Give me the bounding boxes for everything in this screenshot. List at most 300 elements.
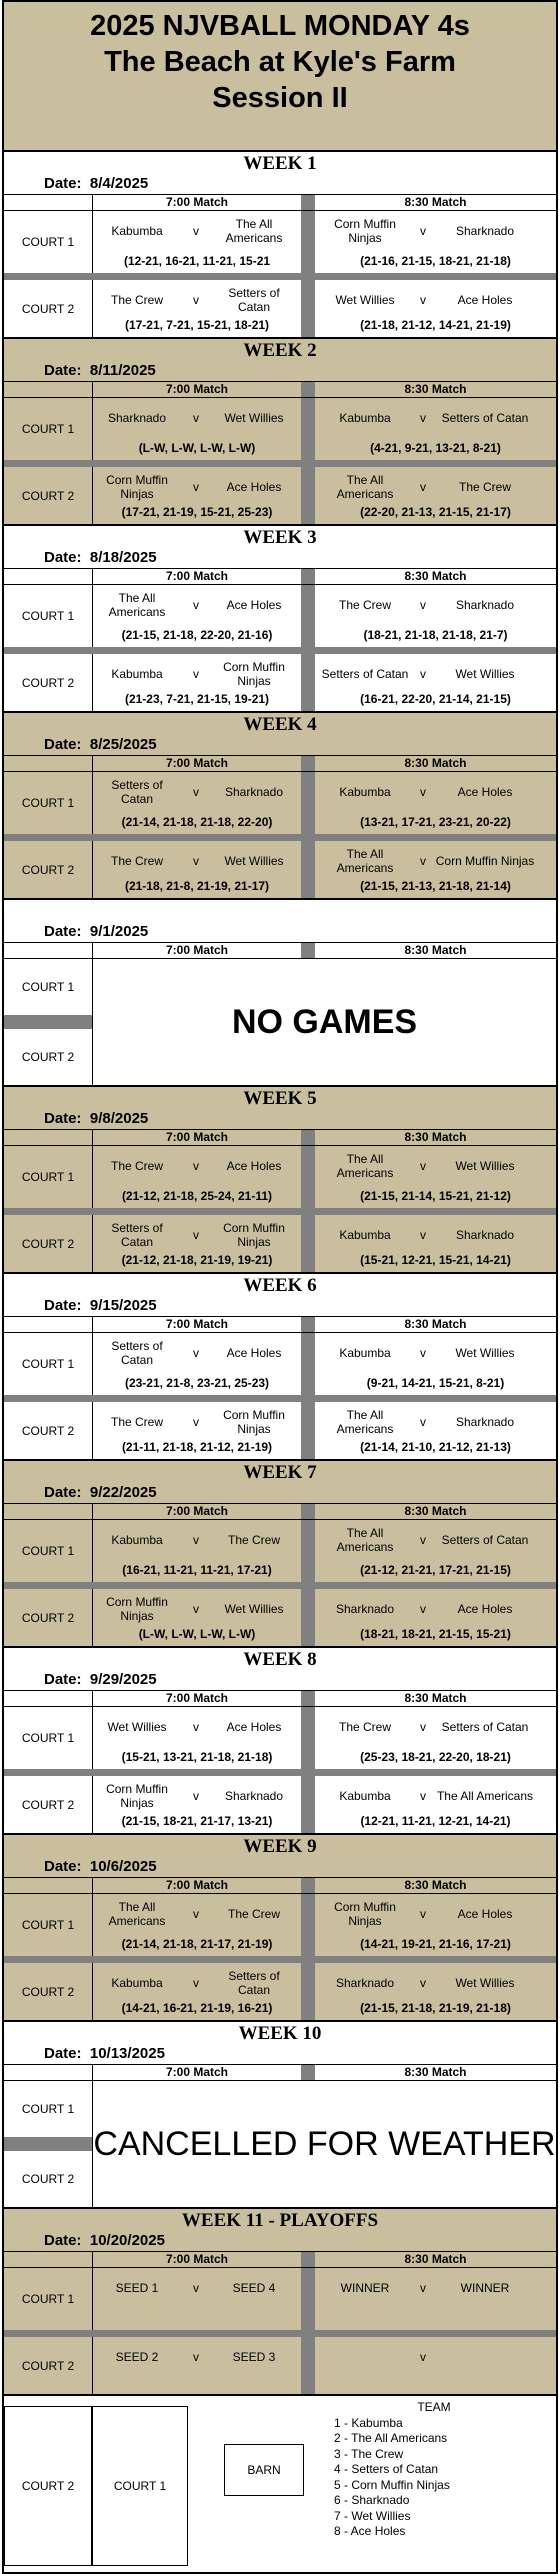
match-cell	[315, 1520, 556, 1582]
versus-label: v	[420, 1789, 426, 1803]
team-a: Kabumba	[111, 1533, 163, 1547]
team-entry: 5 - Corn Muffin Ninjas	[334, 2477, 450, 2492]
court-row	[4, 1893, 556, 1956]
match-cell	[93, 1520, 301, 1582]
date-label: Date:	[44, 175, 82, 192]
barn-box: BARN	[224, 2444, 304, 2496]
date-label: Date:	[44, 1858, 82, 1875]
team-b: Wet Willies	[224, 854, 284, 868]
court-row	[4, 584, 556, 647]
message-area	[4, 2080, 556, 2207]
week-message: NO GAMES	[231, 1003, 418, 1041]
divider	[301, 1520, 315, 1582]
team-b: The Crew	[458, 480, 511, 494]
court-row	[4, 1582, 556, 1646]
team-a: SEED 2	[115, 2350, 159, 2364]
week-block	[2, 2207, 558, 2394]
week-title: WEEK 7	[243, 1462, 317, 1483]
court-label: COURT 1	[4, 1707, 93, 1769]
match-time-header	[4, 568, 556, 584]
team-b: Setters of Catan	[441, 1720, 529, 1734]
match-score: (17-21, 21-19, 15-21, 25-23)	[121, 505, 273, 519]
match-cell	[315, 654, 556, 711]
match-cell	[315, 1963, 556, 2020]
week-title: WEEK 6	[243, 1275, 317, 1296]
team-a: Corn Muffin Ninjas	[106, 473, 168, 501]
versus-label: v	[193, 224, 199, 238]
match-score: (17-21, 7-21, 15-21, 18-21)	[124, 318, 270, 332]
team-b	[435, 2340, 535, 2374]
match-time-late: 8:30 Match	[404, 195, 467, 209]
schedule-header	[2, 0, 558, 150]
match-score: (21-12, 21-21, 17-21, 21-15)	[360, 1563, 511, 1577]
match-cell	[93, 398, 301, 460]
team-b: Sharknado	[455, 598, 515, 612]
match-score: (21-15, 21-18, 21-19, 21-18)	[360, 2001, 511, 2015]
versus-label: v	[193, 1720, 199, 1734]
court-label: COURT 1	[21, 980, 75, 994]
week-title: WEEK 8	[243, 1649, 317, 1670]
match-cell	[93, 1333, 301, 1395]
team-a: Kabumba	[339, 1228, 391, 1242]
team-a: The All Americans	[336, 473, 394, 501]
court-row	[4, 2330, 556, 2394]
week-date	[4, 174, 556, 194]
court-row	[4, 647, 556, 711]
message-area	[4, 958, 556, 1085]
match-score: (23-21, 21-8, 23-21, 25-23)	[124, 1376, 270, 1390]
team-a: SEED 1	[115, 2281, 159, 2295]
versus-label: v	[193, 480, 199, 494]
versus-label: v	[420, 293, 426, 307]
court-label: COURT 2	[21, 2172, 75, 2186]
match-cell	[93, 772, 301, 834]
team-b: Ace Holes	[226, 598, 282, 612]
divider	[301, 467, 315, 524]
versus-label: v	[193, 854, 199, 868]
match-cell	[315, 467, 556, 524]
date-value: 8/25/2025	[89, 736, 157, 753]
match-time-late: 8:30 Match	[404, 1317, 467, 1331]
court-2-box: COURT 2	[4, 2406, 92, 2566]
divider	[301, 1894, 315, 1956]
match-score: (21-15, 21-14, 15-21, 21-12)	[360, 1189, 511, 1203]
team-a: Kabumba	[111, 224, 163, 238]
team-b: Corn Muffin Ninjas	[435, 854, 535, 868]
divider	[301, 280, 315, 337]
versus-label: v	[193, 293, 199, 307]
match-score: (15-21, 12-21, 15-21, 14-21)	[360, 1253, 511, 1267]
week-date	[4, 1857, 556, 1877]
court-label: COURT 2	[4, 1589, 93, 1646]
header-spacer	[4, 569, 93, 584]
divider	[301, 569, 315, 584]
match-score: (18-21, 18-21, 21-15, 15-21)	[360, 1627, 511, 1641]
header-spacer	[4, 1878, 93, 1893]
court-label: COURT 2	[4, 1402, 93, 1459]
team-b: Ace Holes	[457, 1602, 513, 1616]
versus-label: v	[420, 224, 426, 238]
divider	[301, 2268, 315, 2330]
team-a: Kabumba	[111, 1976, 163, 1990]
match-score: (L-W, L-W, L-W, L-W)	[138, 441, 256, 455]
match-cell	[315, 211, 556, 273]
match-cell	[315, 841, 556, 898]
court-row	[4, 1706, 556, 1769]
court-label: COURT 2	[4, 1963, 93, 2020]
versus-label: v	[193, 2281, 199, 2295]
team-a: WINNER	[340, 2281, 390, 2295]
match-cell	[315, 1402, 556, 1459]
team-b: Wet Willies	[455, 1346, 515, 1360]
team-b: WINNER	[460, 2281, 510, 2295]
versus-label: v	[193, 1533, 199, 1547]
header-spacer	[4, 2252, 93, 2267]
team-a: Sharknado	[107, 411, 167, 425]
team-a: Kabumba	[339, 785, 391, 799]
match-cell	[315, 398, 556, 460]
team-a: Kabumba	[339, 411, 391, 425]
court-label: COURT 2	[4, 654, 93, 711]
versus-label: v	[420, 1907, 426, 1921]
team-b: Ace Holes	[457, 293, 513, 307]
match-cell	[93, 1963, 301, 2020]
match-time-header	[4, 1316, 556, 1332]
match-cell	[93, 2268, 301, 2330]
team-a: Corn Muffin Ninjas	[334, 217, 396, 245]
divider	[301, 1963, 315, 2020]
date-value: 10/13/2025	[89, 2045, 165, 2062]
week-title: WEEK 10	[238, 2023, 322, 2044]
court-label: COURT 1	[4, 398, 93, 460]
date-value: 10/20/2025	[89, 2232, 165, 2249]
versus-label: v	[420, 411, 426, 425]
match-cell	[93, 1776, 301, 1833]
match-score: (21-23, 7-21, 21-15, 19-21)	[124, 692, 270, 706]
court-row	[4, 1769, 556, 1833]
week-block	[2, 337, 558, 524]
week-block	[2, 1833, 558, 2020]
week-block	[2, 1646, 558, 1833]
versus-label: v	[193, 1907, 199, 1921]
date-label: Date:	[44, 2045, 82, 2062]
team-b: Ace Holes	[226, 1720, 282, 1734]
date-value: 9/22/2025	[89, 1484, 157, 1501]
match-cell	[315, 1589, 556, 1646]
versus-label: v	[420, 1415, 426, 1429]
match-time-header	[4, 194, 556, 210]
match-cell	[93, 1146, 301, 1208]
match-time-late: 8:30 Match	[404, 756, 467, 770]
divider	[301, 654, 315, 711]
match-cell	[93, 211, 301, 273]
team-b: Wet Willies	[455, 1976, 515, 1990]
court-map-legend	[2, 2394, 558, 2574]
court-row	[4, 834, 556, 898]
versus-label: v	[193, 667, 199, 681]
versus-label: v	[193, 1228, 199, 1242]
header-spacer	[4, 1504, 93, 1519]
court-label: COURT 2	[4, 1215, 93, 1272]
week-title: WEEK 4	[243, 714, 317, 735]
match-time-early: 7:00 Match	[165, 2252, 229, 2266]
team-a: Sharknado	[335, 1976, 395, 1990]
versus-label: v	[193, 785, 199, 799]
team-entry: 6 - Sharknado	[334, 2493, 410, 2507]
team-b: SEED 3	[232, 2350, 276, 2364]
team-a: The All Americans	[336, 1152, 394, 1180]
match-cell	[93, 585, 301, 647]
match-time-late: 8:30 Match	[404, 1130, 467, 1144]
match-cell	[93, 654, 301, 711]
divider	[301, 756, 315, 771]
divider	[301, 211, 315, 273]
divider	[301, 1317, 315, 1332]
divider	[301, 1707, 315, 1769]
match-score: (12-21, 16-21, 11-21, 15-21	[123, 254, 271, 268]
match-score: (21-14, 21-18, 21-18, 22-20)	[121, 815, 273, 829]
team-b: The All Americans	[225, 217, 283, 245]
week-block	[2, 898, 558, 1085]
week-date	[4, 922, 556, 942]
team-b: Wet Willies	[224, 1602, 284, 1616]
match-time-header	[4, 1877, 556, 1893]
versus-label: v	[420, 1228, 426, 1242]
team-a: The Crew	[110, 854, 163, 868]
week-date	[4, 1296, 556, 1316]
date-label: Date:	[44, 1484, 82, 1501]
match-cell	[315, 1146, 556, 1208]
match-score: (21-11, 21-18, 21-12, 21-19)	[121, 1440, 273, 1454]
court-label: COURT 1	[4, 1894, 93, 1956]
team-a: Wet Willies	[107, 1720, 167, 1734]
week-date	[4, 1109, 556, 1129]
match-cell	[315, 1215, 556, 1272]
match-time-header	[4, 2251, 556, 2267]
week-title	[4, 900, 556, 922]
team-entry: 3 - The Crew	[334, 2446, 404, 2461]
match-cell	[93, 280, 301, 337]
versus-label: v	[193, 598, 199, 612]
match-cell	[93, 1589, 301, 1646]
versus-label: v	[420, 598, 426, 612]
team-b: Setters of Catan	[228, 286, 280, 314]
match-time-early: 7:00 Match	[165, 1691, 229, 1705]
team-b: Wet Willies	[455, 667, 515, 681]
week-date	[4, 2231, 556, 2251]
match-cell	[315, 1776, 556, 1833]
divider	[301, 1589, 315, 1646]
match-score: (21-18, 21-12, 14-21, 21-19)	[360, 318, 511, 332]
team-b: Setters of Catan	[228, 1969, 280, 1997]
date-label: Date:	[44, 362, 82, 379]
match-time-early: 7:00 Match	[165, 569, 229, 583]
match-cell	[93, 1894, 301, 1956]
team-b: The Crew	[227, 1533, 280, 1547]
versus-label: v	[193, 1602, 199, 1616]
team-b: Corn Muffin Ninjas	[223, 1221, 285, 1249]
team-a	[321, 2340, 409, 2374]
team-b: The All Americans	[436, 1789, 534, 1803]
match-time-late: 8:30 Match	[404, 1878, 467, 1892]
team-a: The All Americans	[336, 1526, 394, 1554]
team-entry: 1 - Kabumba	[334, 2415, 403, 2430]
divider	[301, 1146, 315, 1208]
team-a: Setters of Catan	[321, 667, 409, 681]
team-list	[334, 2400, 534, 2540]
versus-label: v	[193, 1789, 199, 1803]
team-a: The All Americans	[336, 847, 394, 875]
divider	[301, 2065, 315, 2080]
versus-label: v	[420, 1976, 426, 1990]
schedule-sheet	[2, 0, 558, 2574]
team-b: Sharknado	[455, 1415, 515, 1429]
match-cell	[93, 1707, 301, 1769]
match-time-late: 8:30 Match	[404, 382, 467, 396]
match-score: (18-21, 21-18, 21-18, 21-7)	[363, 628, 508, 642]
divider	[301, 1878, 315, 1893]
versus-label: v	[193, 1159, 199, 1173]
match-cell	[315, 1707, 556, 1769]
court-row	[4, 460, 556, 524]
team-b: Setters of Catan	[441, 411, 529, 425]
match-cell	[93, 467, 301, 524]
divider	[301, 382, 315, 397]
date-value: 8/4/2025	[89, 175, 149, 192]
versus-label: v	[420, 1159, 426, 1173]
week-message: CANCELLED FOR WEATHER	[93, 2125, 556, 2163]
week-block	[2, 150, 558, 337]
divider	[301, 1691, 315, 1706]
match-cell	[315, 2268, 556, 2330]
court-labels	[4, 2081, 93, 2207]
match-time-header	[4, 1503, 556, 1519]
versus-label: v	[420, 2350, 426, 2364]
match-score: (14-21, 19-21, 21-16, 17-21)	[360, 1937, 511, 1951]
versus-label: v	[420, 854, 426, 868]
divider	[301, 1215, 315, 1272]
weeks-container	[2, 150, 558, 2574]
week-date	[4, 361, 556, 381]
date-label: Date:	[44, 1297, 82, 1314]
match-time-header	[4, 942, 556, 958]
versus-label: v	[193, 1976, 199, 1990]
divider	[301, 943, 315, 958]
match-time-header	[4, 2064, 556, 2080]
header-spacer	[4, 1130, 93, 1145]
match-time-early: 7:00 Match	[165, 382, 229, 396]
match-score: (21-15, 18-21, 21-17, 13-21)	[121, 1814, 273, 1828]
team-b: Corn Muffin Ninjas	[223, 660, 285, 688]
match-cell	[315, 280, 556, 337]
match-score: (4-21, 9-21, 13-21, 8-21)	[370, 441, 501, 455]
court-row	[4, 273, 556, 337]
divider	[301, 2337, 315, 2394]
match-time-header	[4, 755, 556, 771]
versus-label: v	[420, 480, 426, 494]
divider	[301, 2252, 315, 2267]
court-labels	[4, 959, 93, 1085]
versus-label: v	[193, 1415, 199, 1429]
team-a: The All Americans	[336, 1408, 394, 1436]
title-line-2: The Beach at Kyle's Farm	[104, 46, 456, 78]
court-row	[4, 2267, 556, 2330]
court-row	[4, 210, 556, 273]
week-title: WEEK 9	[243, 1836, 317, 1857]
team-b: Ace Holes	[457, 1907, 513, 1921]
team-a: Corn Muffin Ninjas	[106, 1782, 168, 1810]
court-label: COURT 2	[4, 2337, 93, 2394]
week-date	[4, 2044, 556, 2064]
divider	[301, 1776, 315, 1833]
match-time-late: 8:30 Match	[404, 1504, 467, 1518]
match-time-early: 7:00 Match	[165, 1317, 229, 1331]
header-spacer	[4, 2065, 93, 2080]
divider	[301, 1333, 315, 1395]
versus-label: v	[420, 785, 426, 799]
match-score: (9-21, 14-21, 15-21, 8-21)	[366, 1376, 505, 1390]
date-label: Date:	[44, 1110, 82, 1127]
match-score: (14-21, 16-21, 21-19, 16-21)	[121, 2001, 273, 2015]
divider	[4, 2137, 92, 2151]
team-entry: 2 - The All Americans	[334, 2431, 448, 2445]
team-b: Setters of Catan	[441, 1533, 529, 1547]
team-b: The Crew	[227, 1907, 280, 1921]
team-b: Sharknado	[224, 1789, 284, 1803]
header-spacer	[4, 382, 93, 397]
date-value: 9/8/2025	[89, 1110, 149, 1127]
team-a: The Crew	[110, 1159, 163, 1173]
date-value: 8/18/2025	[89, 549, 157, 566]
week-date	[4, 1670, 556, 1690]
date-value: 9/15/2025	[89, 1297, 157, 1314]
match-cell	[315, 585, 556, 647]
divider	[301, 195, 315, 210]
court-row	[4, 1332, 556, 1395]
court-row	[4, 1956, 556, 2020]
team-b: Wet Willies	[455, 1159, 515, 1173]
court-row	[4, 1208, 556, 1272]
match-cell	[315, 2337, 556, 2394]
versus-label: v	[420, 1602, 426, 1616]
match-cell	[315, 1333, 556, 1395]
divider	[301, 1402, 315, 1459]
match-score: (12-21, 11-21, 12-21, 14-21)	[360, 1814, 511, 1828]
match-score: (16-21, 11-21, 11-21, 17-21)	[122, 1563, 272, 1577]
divider	[301, 772, 315, 834]
match-time-early: 7:00 Match	[165, 1504, 229, 1518]
team-a: The Crew	[338, 1720, 391, 1734]
court-row	[4, 1519, 556, 1582]
team-a: The Crew	[110, 1415, 163, 1429]
team-a: Kabumba	[339, 1789, 391, 1803]
versus-label: v	[193, 2350, 199, 2364]
team-b: Wet Willies	[224, 411, 284, 425]
court-label: COURT 1	[4, 1333, 93, 1395]
match-time-early: 7:00 Match	[165, 2065, 229, 2079]
team-a: The Crew	[110, 293, 163, 307]
match-time-header	[4, 1129, 556, 1145]
versus-label: v	[193, 411, 199, 425]
team-a: The Crew	[338, 598, 391, 612]
team-b: Sharknado	[455, 1228, 515, 1242]
divider	[301, 1504, 315, 1519]
week-title: WEEK 11 - PLAYOFFS	[181, 2210, 379, 2231]
court-label: COURT 1	[4, 211, 93, 273]
match-time-late: 8:30 Match	[404, 2252, 467, 2266]
match-time-late: 8:30 Match	[404, 943, 467, 957]
week-block	[2, 524, 558, 711]
